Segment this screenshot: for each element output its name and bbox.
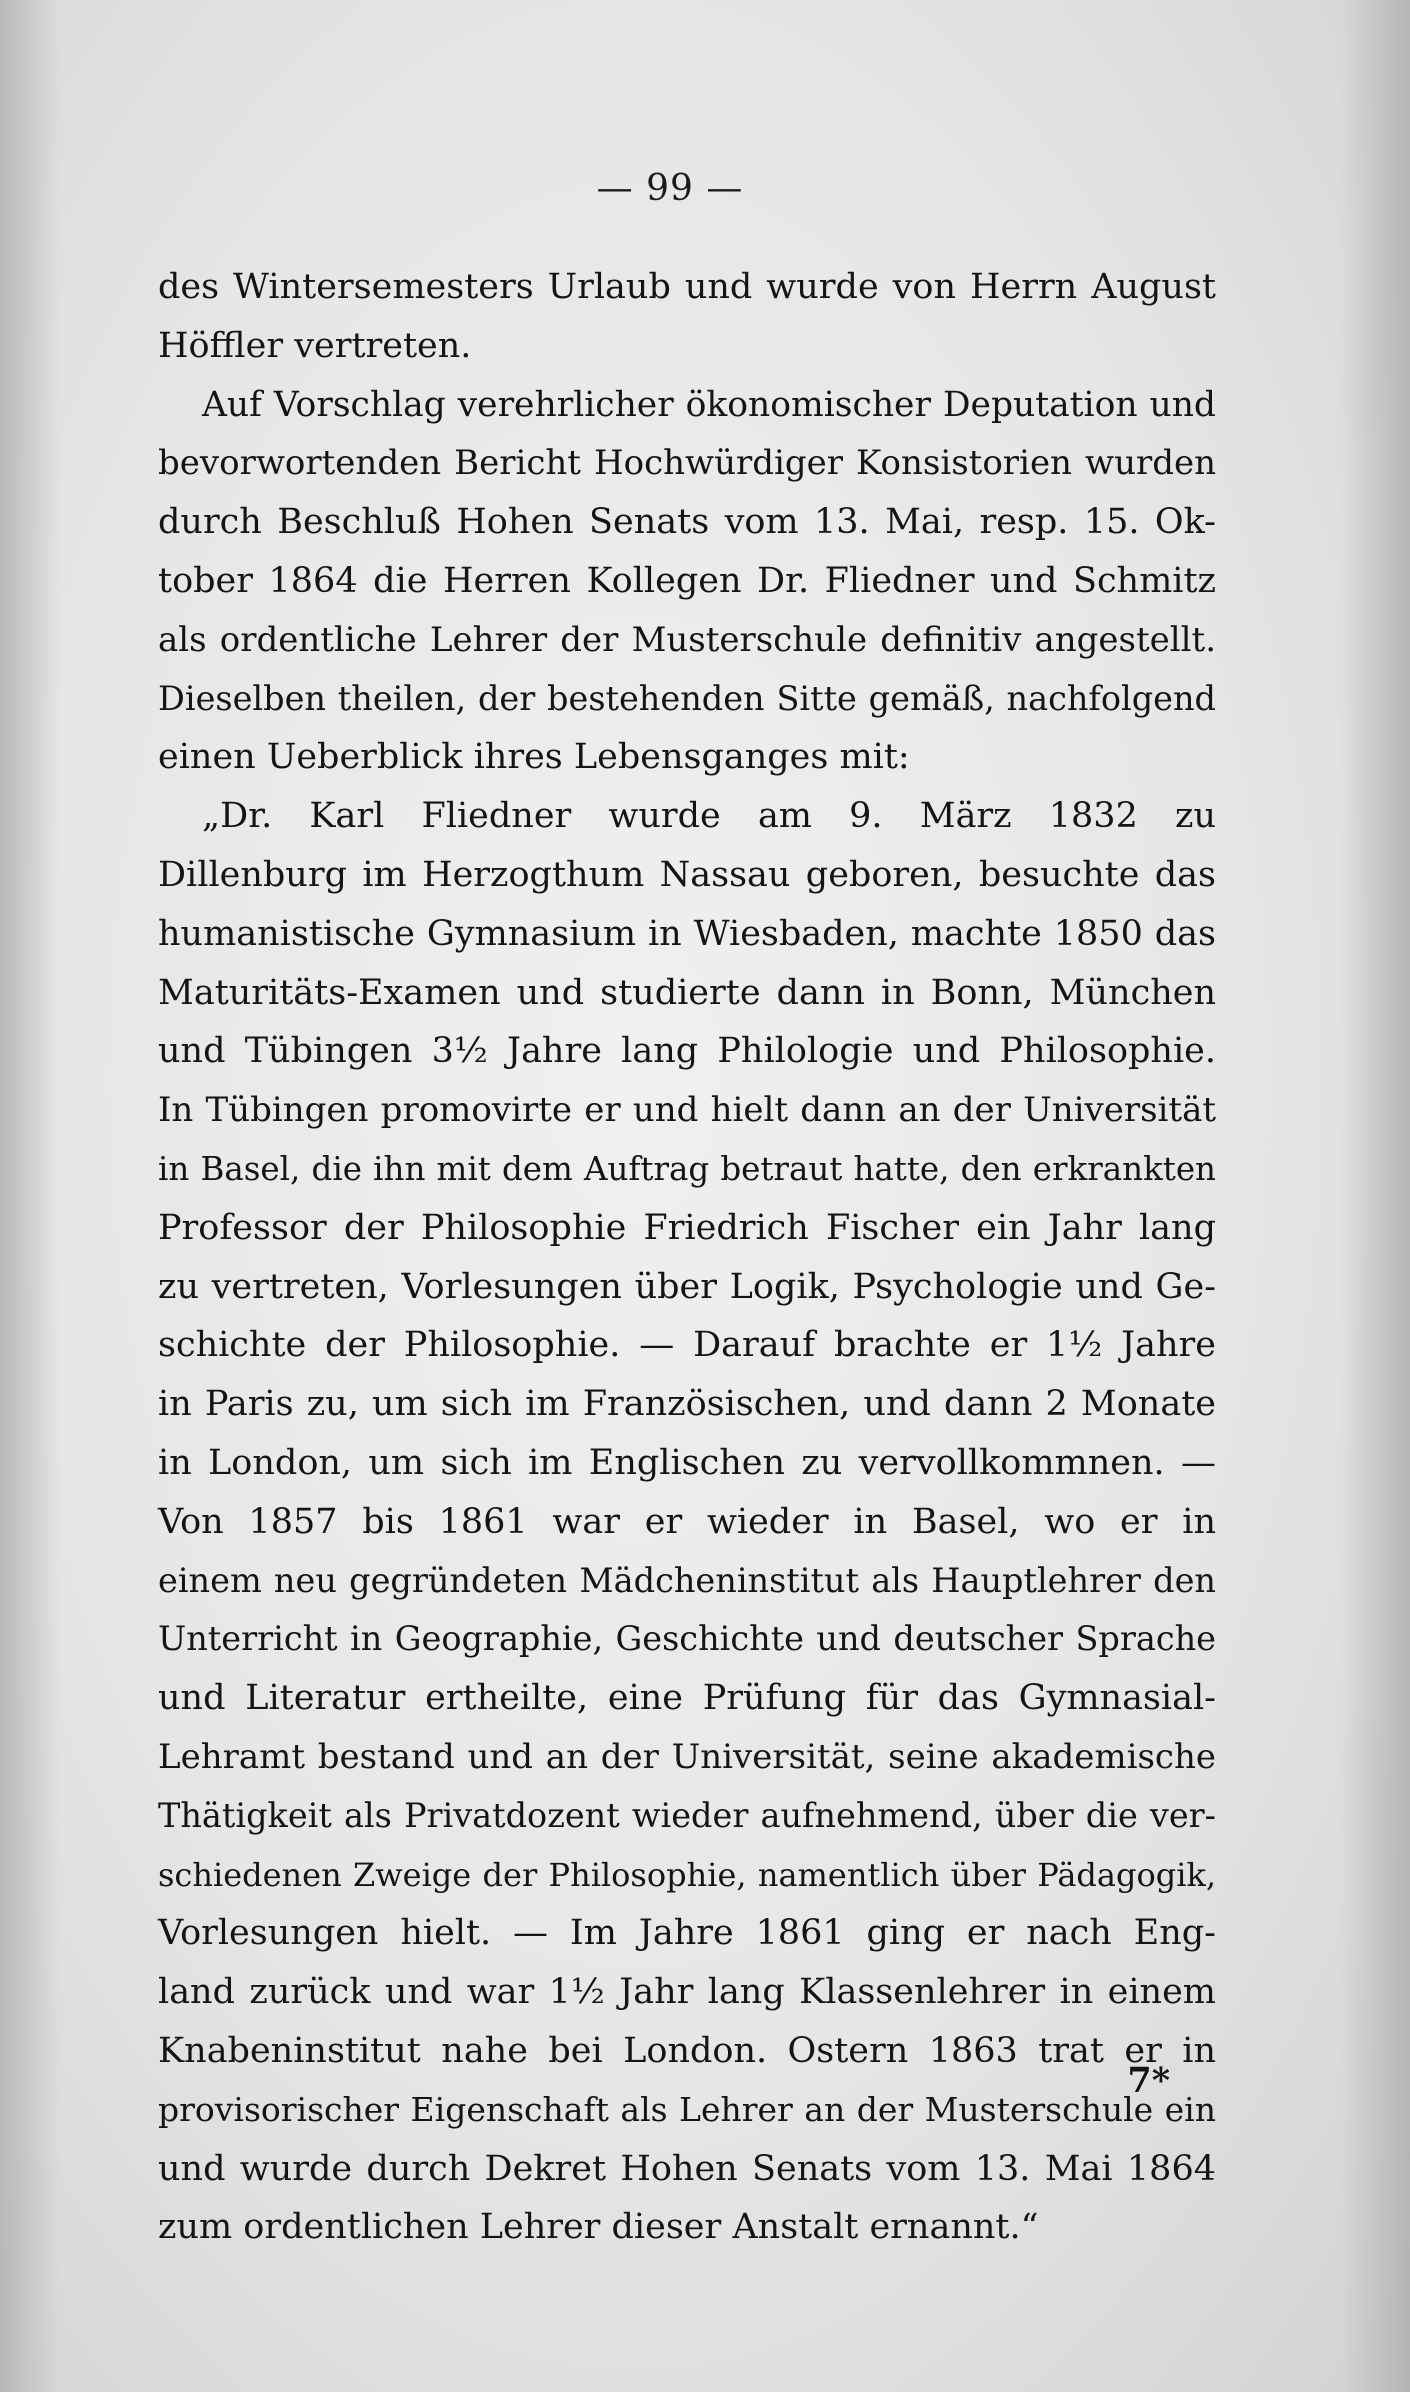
text-line: Vorlesungen hielt. — Im Jahre 1861 ging er nach Eng- bbox=[158, 1913, 1216, 1954]
text-line: Maturitäts-Examen und studierte dann in Bonn, München bbox=[158, 972, 1216, 1013]
text-line: in London, um sich im Englischen zu vervollkommnen. — bbox=[158, 1442, 1216, 1483]
page-number: — 99 — bbox=[596, 168, 744, 209]
text-line: schiedenen Zweige der Philosophie, namentlich über Pädagogik, bbox=[158, 1855, 1216, 1894]
text-line: durch Beschluß Hohen Senats vom 13. Mai, resp. 15. Ok- bbox=[158, 502, 1216, 543]
text-line: Dillenburg im Herzogthum Nassau geboren, besuchte das bbox=[158, 854, 1216, 895]
text-line: Höffler vertreten. bbox=[158, 325, 472, 366]
text-line: bevorwortenden Bericht Hochwürdiger Konsistorien wurden bbox=[158, 443, 1216, 484]
spine-shadow bbox=[0, 0, 60, 2392]
text-line: In Tübingen promovirte er und hielt dann an der Universität bbox=[158, 1090, 1216, 1131]
text-line: als ordentliche Lehrer der Musterschule definitiv angestellt. bbox=[158, 619, 1216, 660]
text-line: „Dr. Karl Fliedner wurde am 9. März 1832 zu bbox=[202, 796, 1216, 837]
page-edge-shadow bbox=[1340, 0, 1410, 2392]
text-line: Auf Vorschlag verehrlicher ökonomischer Deputation und bbox=[202, 384, 1216, 425]
text-line: Professor der Philosophie Friedrich Fischer ein Jahr lang bbox=[158, 1207, 1216, 1248]
body-text bbox=[158, 258, 1216, 2257]
text-line: provisorischer Eigenschaft als Lehrer an der Musterschule ein bbox=[158, 2089, 1216, 2129]
text-line: und Literatur ertheilte, eine Prüfung für das Gymnasial- bbox=[158, 1678, 1216, 1719]
text-line: einem neu gegründeten Mädcheninstitut als Hauptlehrer den bbox=[158, 1560, 1216, 1600]
text-line: Dieselben theilen, der bestehenden Sitte gemäß, nachfolgend bbox=[158, 678, 1216, 718]
text-line: tober 1864 die Herren Kollegen Dr. Fliedner und Schmitz bbox=[158, 560, 1216, 601]
text-line: und Tübingen 3½ Jahre lang Philologie und Philosophie. bbox=[158, 1031, 1216, 1072]
text-line: in Paris zu, um sich im Französischen, und dann 2 Monate bbox=[158, 1384, 1216, 1425]
text-line: und wurde durch Dekret Hohen Senats vom 13. Mai 1864 bbox=[158, 2148, 1216, 2189]
text-line: des Wintersemesters Urlaub und wurde von Herrn August bbox=[158, 267, 1216, 307]
text-line: humanistische Gymnasium in Wiesbaden, machte 1850 das bbox=[158, 913, 1216, 954]
text-line: zu vertreten, Vorlesungen über Logik, Psychologie und Ge- bbox=[158, 1266, 1216, 1307]
text-line: in Basel, die ihn mit dem Auftrag betraut hatte, den erkrankten bbox=[158, 1149, 1216, 1188]
text-line: Lehramt bestand und an der Universität, seine akademische bbox=[158, 1736, 1216, 1777]
text-line: Thätigkeit als Privatdozent wieder aufnehmend, über die ver- bbox=[158, 1795, 1216, 1835]
text-line: einen Ueberblick ihres Lebensganges mit: bbox=[158, 737, 910, 778]
text-line: schichte der Philosophie. — Darauf brachte er 1½ Jahre bbox=[158, 1325, 1216, 1366]
text-line: land zurück und war 1½ Jahr lang Klassenlehrer in einem bbox=[158, 1972, 1216, 2013]
text-line: Knabeninstitut nahe bei London. Ostern 1863 trat er in bbox=[158, 2030, 1216, 2071]
signature-mark: 7* bbox=[1127, 2060, 1170, 2101]
text-line: zum ordentlichen Lehrer dieser Anstalt ernannt.“ bbox=[158, 2207, 1039, 2248]
text-line: Von 1857 bis 1861 war er wieder in Basel, wo er in bbox=[158, 1501, 1216, 1542]
text-line: Unterricht in Geographie, Geschichte und deutscher Sprache bbox=[158, 1619, 1216, 1659]
